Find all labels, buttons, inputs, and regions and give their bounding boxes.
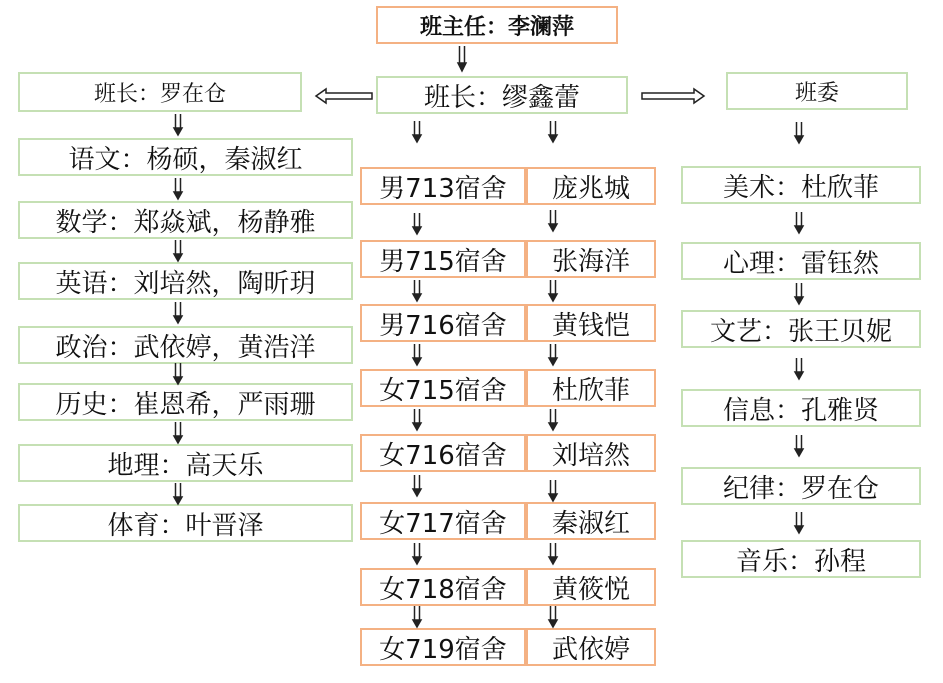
dorm-leader-box: 秦淑红: [526, 502, 656, 540]
monitor-left-box: 班长：罗在仓: [18, 72, 302, 112]
down-double-arrow: [413, 606, 421, 628]
right-double-arrow: [640, 88, 706, 104]
subject-box: 英语：刘培然，陶昕玥: [18, 262, 353, 300]
down-double-arrow: [413, 213, 421, 235]
subject-box: 语文：杨硕，秦淑红: [18, 138, 353, 176]
dorm-room-box: 男713宿舍: [360, 167, 526, 205]
down-double-arrow: [413, 543, 421, 565]
dorm-room-box: 女718宿舍: [360, 568, 526, 606]
head-teacher-box: 班主任：李澜萍: [376, 6, 618, 44]
subject-box: 地理：高天乐: [18, 444, 353, 482]
subject-box: 数学：郑焱斌，杨静雅: [18, 201, 353, 239]
dorm-room-box: 女717宿舍: [360, 502, 526, 540]
dorm-room-box: 女719宿舍: [360, 628, 526, 666]
dorm-room-box: 男715宿舍: [360, 240, 526, 278]
down-double-arrow: [549, 280, 557, 302]
committee-title-box: 班委: [726, 72, 908, 110]
down-double-arrow: [458, 46, 466, 72]
down-double-arrow: [549, 210, 557, 232]
down-double-arrow: [549, 409, 557, 431]
subject-box: 历史：崔恩希，严雨珊: [18, 383, 353, 421]
down-double-arrow: [795, 122, 803, 144]
monitor-center-box: 班长：缪鑫蕾: [376, 76, 628, 114]
committee-box: 美术：杜欣菲: [681, 166, 921, 204]
down-double-arrow: [174, 302, 182, 324]
dorm-room-box: 女716宿舍: [360, 434, 526, 472]
dorm-leader-box: 杜欣菲: [526, 369, 656, 407]
down-double-arrow: [549, 543, 557, 565]
down-double-arrow: [413, 344, 421, 366]
down-double-arrow: [795, 283, 803, 305]
subject-box: 政治：武依婷，黄浩洋: [18, 326, 353, 364]
committee-box: 心理：雷钰然: [681, 242, 921, 280]
dorm-leader-box: 庞兆城: [526, 167, 656, 205]
dorm-leader-box: 黄钱恺: [526, 304, 656, 342]
dorm-leader-box: 武依婷: [526, 628, 656, 666]
down-double-arrow: [413, 409, 421, 431]
down-double-arrow: [795, 435, 803, 457]
dorm-room-box: 女715宿舍: [360, 369, 526, 407]
down-double-arrow: [413, 121, 421, 143]
down-double-arrow: [174, 483, 182, 505]
left-double-arrow: [314, 88, 374, 104]
down-double-arrow: [549, 121, 557, 143]
down-double-arrow: [795, 358, 803, 380]
down-double-arrow: [174, 178, 182, 200]
dorm-leader-box: 刘培然: [526, 434, 656, 472]
dorm-room-box: 男716宿舍: [360, 304, 526, 342]
down-double-arrow: [174, 363, 182, 385]
committee-box: 音乐：孙程: [681, 540, 921, 578]
subject-box: 体育：叶晋泽: [18, 504, 353, 542]
down-double-arrow: [795, 512, 803, 534]
dorm-leader-box: 张海洋: [526, 240, 656, 278]
down-double-arrow: [549, 480, 557, 502]
down-double-arrow: [174, 422, 182, 444]
down-double-arrow: [174, 240, 182, 262]
down-double-arrow: [413, 280, 421, 302]
down-double-arrow: [174, 114, 182, 136]
down-double-arrow: [795, 212, 803, 234]
committee-box: 信息：孔雅贤: [681, 389, 921, 427]
committee-box: 文艺：张王贝妮: [681, 310, 921, 348]
down-double-arrow: [413, 475, 421, 497]
committee-box: 纪律：罗在仓: [681, 467, 921, 505]
dorm-leader-box: 黄筱悦: [526, 568, 656, 606]
down-double-arrow: [549, 344, 557, 366]
down-double-arrow: [549, 606, 557, 628]
